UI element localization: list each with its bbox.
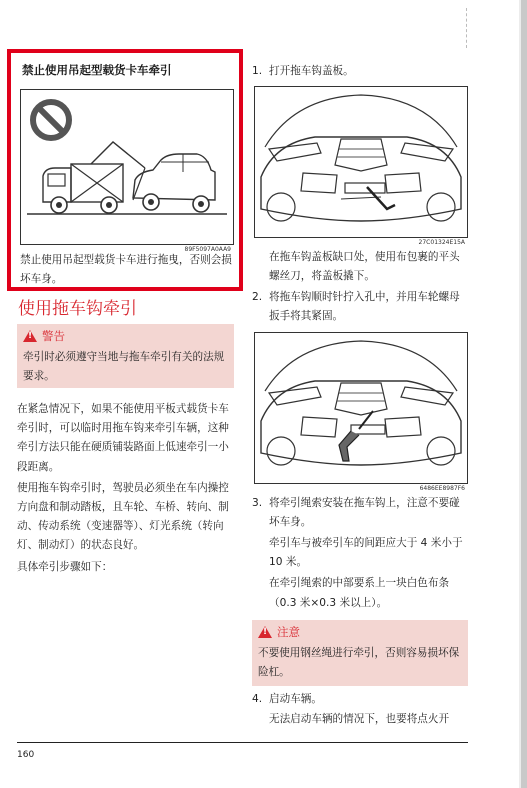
step-3-notes xyxy=(269,534,469,613)
step-4-note xyxy=(269,710,479,729)
note-text: 牵引车与被牵引车的间距应大于 4 米小于 10 米。 xyxy=(269,537,463,569)
step-1-note xyxy=(269,248,469,286)
tow-truck-illustration xyxy=(20,89,234,253)
page-edge xyxy=(521,0,527,788)
step-number: 2. xyxy=(252,291,263,303)
step-3 xyxy=(252,494,468,534)
figure-code: 27C01324E15A xyxy=(418,239,465,246)
highlight-frame xyxy=(7,49,243,291)
divider xyxy=(466,8,468,48)
warning-callout xyxy=(17,324,234,388)
section-title: 使用拖车钩牵引 xyxy=(18,299,137,319)
caution-callout xyxy=(252,620,468,686)
caution-header xyxy=(258,624,300,640)
step-text: 启动车辆。 xyxy=(269,693,322,705)
step-text: 打开拖车钩盖板。 xyxy=(269,65,354,77)
car-front-hook-drawing xyxy=(255,333,467,483)
box-text: 禁止使用吊起型载货卡车进行拖曳，否则会损坏车身。 xyxy=(20,254,232,285)
body-column xyxy=(17,400,235,577)
warning-text: 牵引时必须遵守当地与拖车牵引有关的法规要求。 xyxy=(23,351,225,382)
box-title: 禁止使用吊起型载货卡车牵引 xyxy=(22,63,172,77)
step-number: 1. xyxy=(252,65,263,77)
caution-text: 不要使用钢丝绳进行牵引，否则容易损坏保险杠。 xyxy=(258,647,460,678)
note-text: 在拖车钩盖板缺口处，使用布包裹的平头螺丝刀，将盖板撬下。 xyxy=(269,251,460,283)
footer-divider xyxy=(17,742,468,743)
page-number: 160 xyxy=(17,750,35,760)
step-number: 4. xyxy=(252,693,263,705)
paragraph: 在紧急情况下，如果不能使用平板式载货卡车牵引时，可以临时用拖车钩来牵引车辆，这种牵引方法只能在硬质铺装路面上低速牵引一小段距离。 xyxy=(17,403,229,473)
caution-icon xyxy=(258,626,272,638)
note-text: 无法启动车辆的情况下，也要将点火开 xyxy=(269,713,450,725)
paragraph: 使用拖车钩牵引时，驾驶员必须坐在车内操控方向盘和制动踏板，且车轮、车桥、转向、制动、传动系统（变速器等）、灯光系统（转向灯、制动灯）的状态良好。 xyxy=(17,481,229,552)
tow-hook-cover-illustration xyxy=(254,86,468,246)
caution-label: 注意 xyxy=(277,625,300,639)
paragraph: 具体牵引步骤如下： xyxy=(17,560,113,573)
step-text: 将拖车钩顺时针拧入孔中，并用车轮螺母扳手将其紧固。 xyxy=(269,291,460,323)
note-text: 在牵引绳索的中部要系上一块白色布条（0.3 米×0.3 米以上）。 xyxy=(269,577,450,609)
warning-header xyxy=(23,328,65,344)
figure-code: 89F5097A0AA9 xyxy=(184,246,231,253)
warning-icon xyxy=(23,330,37,342)
step-number: 3. xyxy=(252,497,263,509)
warning-label: 警告 xyxy=(42,329,65,343)
car-front-drawing xyxy=(255,87,467,237)
figure-code: 6486EE8987F6 xyxy=(419,485,465,492)
tow-hook-install-illustration xyxy=(254,332,468,492)
tow-truck-drawing xyxy=(21,90,233,244)
step-text: 将牵引绳索安装在拖车钩上，注意不要碰坏车身。 xyxy=(269,497,460,529)
